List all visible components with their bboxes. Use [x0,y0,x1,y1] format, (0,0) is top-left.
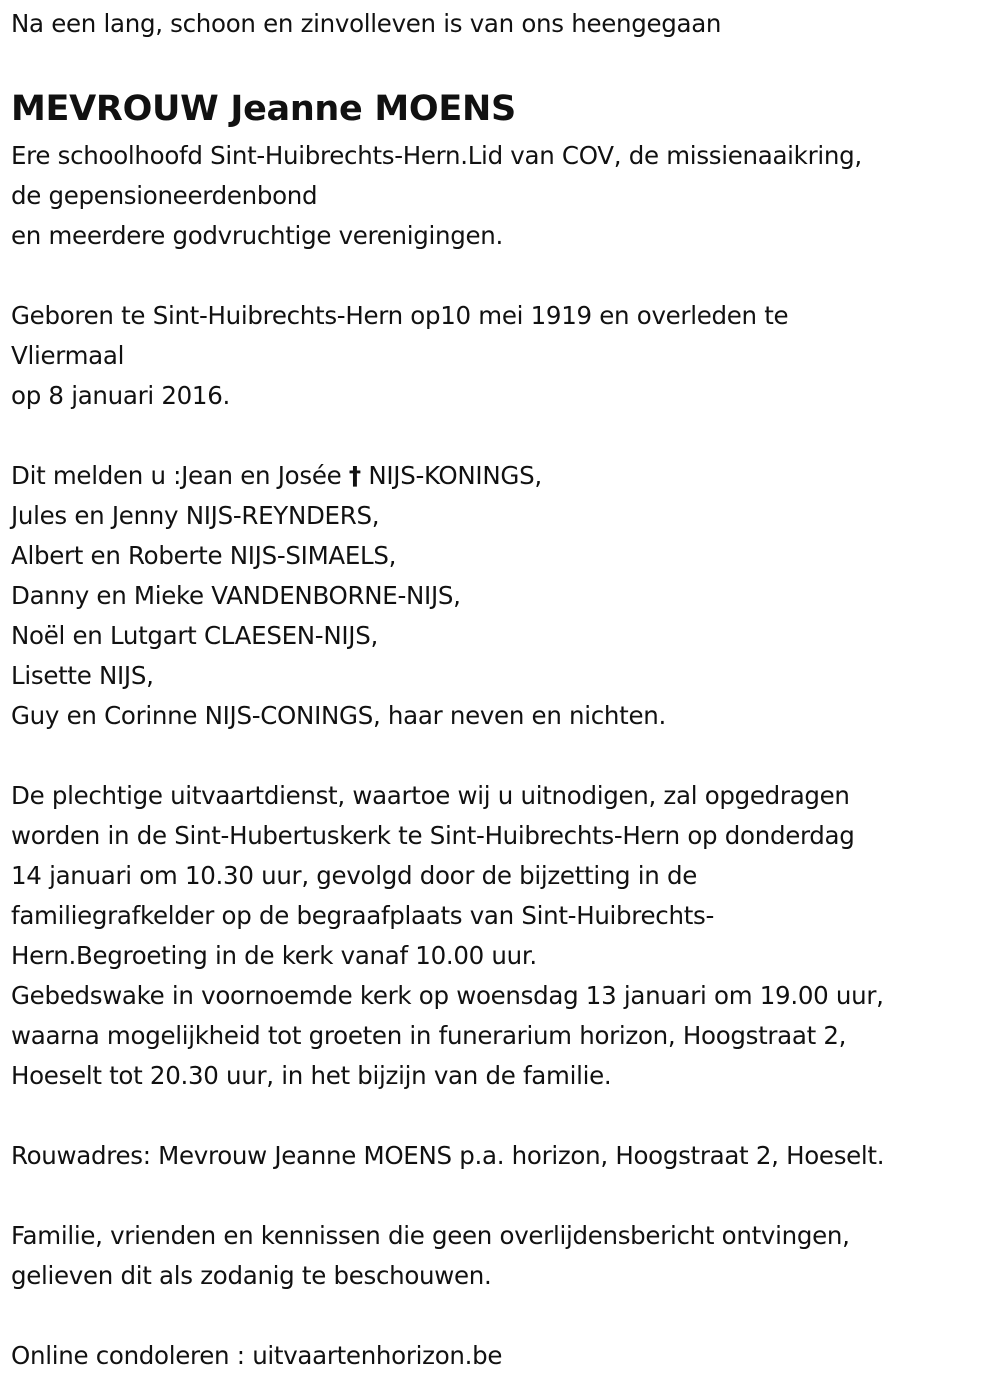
bio-line: de gepensioneerdenbond [11,181,318,210]
funeral-line: familiegrafkelder op de begraafplaats van Sint-Huibrechts- [11,901,715,930]
funeral-line: waarna mogelijkheid tot groeten in funerarium horizon, Hoogstraat 2, [11,1021,847,1050]
notice-line: gelieven dit als zodanig te beschouwen. [11,1261,492,1290]
mourners-suffix: NIJS-KONINGS, [368,461,542,490]
birth-death-line: Geboren te Sint-Huibrechts-Hern op10 mei 1919 en overleden te [11,301,789,330]
obituary [11,4,991,1376]
notice-line: Familie, vrienden en kennissen die geen overlijdensbericht ontvingen, [11,1221,850,1250]
birth-death-block [11,296,991,416]
mourner-line: Albert en Roberte NIJS-SIMAELS, [11,541,397,570]
online-condolence: Online condoleren : uitvaartenhorizon.be [11,1341,503,1370]
mourners-block [11,456,991,736]
funeral-line: De plechtige uitvaartdienst, waartoe wij u uitnodigen, zal opgedragen [11,781,850,810]
funeral-line: Hoeselt tot 20.30 uur, in het bijzijn van de familie. [11,1061,612,1090]
birth-death-line: op 8 januari 2016. [11,381,231,410]
bio-block [11,136,991,256]
mourner-line: Jules en Jenny NIJS-REYNDERS, [11,501,380,530]
mourners-prefix: Dit melden u :Jean en Josée [11,461,342,490]
funeral-line: Gebedswake in voornoemde kerk op woensdag 13 januari om 19.00 uur, [11,981,884,1010]
funeral-line: worden in de Sint-Hubertuskerk te Sint-Huibrechts-Hern op donderdag [11,821,855,850]
mourner-line: Noël en Lutgart CLAESEN-NIJS, [11,621,378,650]
bio-line: Ere schoolhoofd Sint-Huibrechts-Hern.Lid van COV, de missienaaikring, [11,141,862,170]
deceased-name: MEVROUW Jeanne MOENS [11,89,516,129]
mourner-line: Lisette NIJS, [11,661,154,690]
mourning-address: Rouwadres: Mevrouw Jeanne MOENS p.a. horizon, Hoogstraat 2, Hoeselt. [11,1141,885,1170]
mourner-line: Guy en Corinne NIJS-CONINGS, haar neven en nichten. [11,701,666,730]
funeral-block [11,776,991,1096]
intro-text: Na een lang, schoon en zinvolleven is van ons heengegaan [11,9,722,38]
notice-block [11,1216,991,1296]
birth-death-line: Vliermaal [11,341,125,370]
bio-line: en meerdere godvruchtige verenigingen. [11,221,504,250]
cross-icon: † [348,461,361,490]
funeral-line: Hern.Begroeting in de kerk vanaf 10.00 uur. [11,941,537,970]
funeral-line: 14 januari om 10.30 uur, gevolgd door de bijzetting in de [11,861,698,890]
mourners-first-line [11,456,991,496]
mourner-line: Danny en Mieke VANDENBORNE-NIJS, [11,581,461,610]
